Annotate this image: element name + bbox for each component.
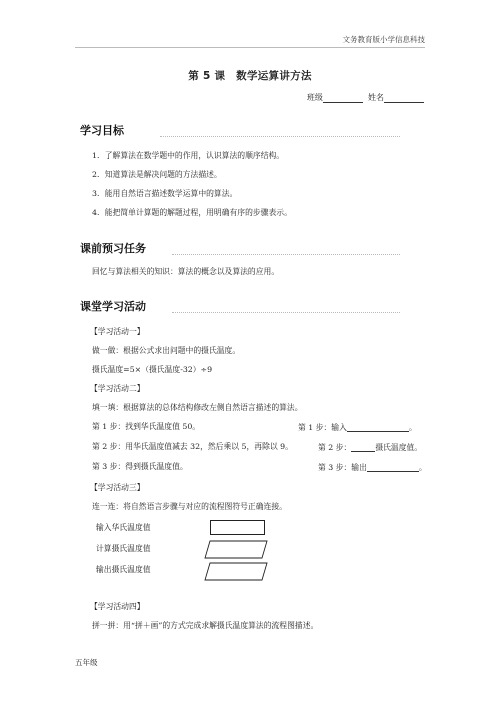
left-step: 第 2 步：用华氏温度值减去 32，然后乘以 5，再除以 9。: [92, 442, 293, 451]
right-step-3: [318, 463, 427, 472]
parallelogram-symbol-1[interactable]: [204, 540, 268, 559]
right-step-suffix: 摄氏温度值。: [375, 443, 423, 453]
activity-label: 【学习活动一】: [90, 327, 145, 336]
activity-label: 【学习活动四】: [90, 602, 145, 611]
right-step-1: [298, 423, 417, 432]
goal-item: 4．能把简单计算题的解题过程，用明确有序的步骤表示。: [92, 208, 292, 217]
activity-task: 拼一拼：用“拼＋画”的方式完成求解摄氏温度算法的流程图描述。: [92, 621, 319, 630]
left-step: 第 3 步：得到摄氏温度值。: [92, 462, 188, 471]
activity-task: 做一做：根据公式求出问题中的摄氏温度。: [92, 346, 241, 355]
class-name-line: [307, 92, 424, 103]
section-heading-preview: [80, 240, 146, 256]
lesson-title: 第 5 课 数学运算讲方法: [188, 70, 312, 82]
flow-step-label: 输入华氏温度值: [96, 523, 151, 532]
goal-item: 2．知道算法是解决问题的方法描述。: [92, 170, 222, 179]
section-heading-text: 课堂学习活动: [80, 300, 146, 313]
section-heading-text: 课前预习任务: [80, 242, 146, 255]
header-divider: [75, 47, 425, 48]
activity-label: 【学习活动二】: [90, 384, 145, 393]
right-step-2: [318, 443, 422, 452]
section-heading-text: 学习目标: [80, 124, 124, 137]
parallelogram-shape: [204, 540, 268, 559]
activity-label: 【学习活动三】: [90, 483, 145, 492]
right-step-prefix: 第 3 步：输出: [318, 463, 367, 473]
right-step-prefix: 第 2 步：: [318, 443, 352, 453]
name-blank[interactable]: [384, 94, 424, 103]
goal-item: 1．了解算法在数学题中的作用，认识算法的顺序结构。: [92, 151, 285, 160]
section-heading-activities: [80, 298, 146, 314]
fill-blank[interactable]: [351, 443, 375, 452]
section-rule: [160, 136, 400, 137]
preview-text: 回忆与算法相关的知识：算法的概念以及算法的应用。: [92, 267, 280, 276]
formula-text: 摄氏温度=5×（摄氏温度-32）÷9: [92, 365, 213, 374]
right-step-prefix: 第 1 步：输入: [298, 423, 347, 433]
name-label: 姓名: [368, 93, 384, 102]
class-label: 班级: [306, 93, 323, 102]
process-rectangle-symbol[interactable]: [210, 520, 265, 535]
right-step-suffix: 。: [418, 463, 427, 473]
activity-task: 填一填：根据算法的总体结构修改左侧自然语言描述的算法。: [92, 403, 303, 412]
parallelogram-symbol-2[interactable]: [204, 562, 268, 581]
class-blank[interactable]: [323, 94, 363, 103]
goal-item: 3．能用自然语言描述数学运算中的算法。: [92, 189, 238, 198]
left-step: 第 1 步：找到华氏温度值 50。: [92, 422, 201, 431]
section-rule: [172, 312, 400, 313]
flow-step-label: 计算摄氏温度值: [96, 544, 151, 553]
grade-footer: 五年级: [75, 658, 98, 667]
publisher-header: 文务教育版小学信息科技: [342, 35, 425, 44]
right-step-suffix: 。: [408, 423, 417, 433]
fill-blank[interactable]: [367, 463, 419, 472]
section-heading-goals: [80, 122, 124, 138]
section-rule: [172, 254, 400, 255]
fill-blank[interactable]: [347, 423, 409, 432]
parallelogram-shape: [204, 562, 268, 581]
activity-task: 连一连：将自然语言步骤与对应的流程图符号正确连接。: [92, 502, 287, 511]
flow-step-label: 输出摄氏温度值: [96, 565, 151, 574]
